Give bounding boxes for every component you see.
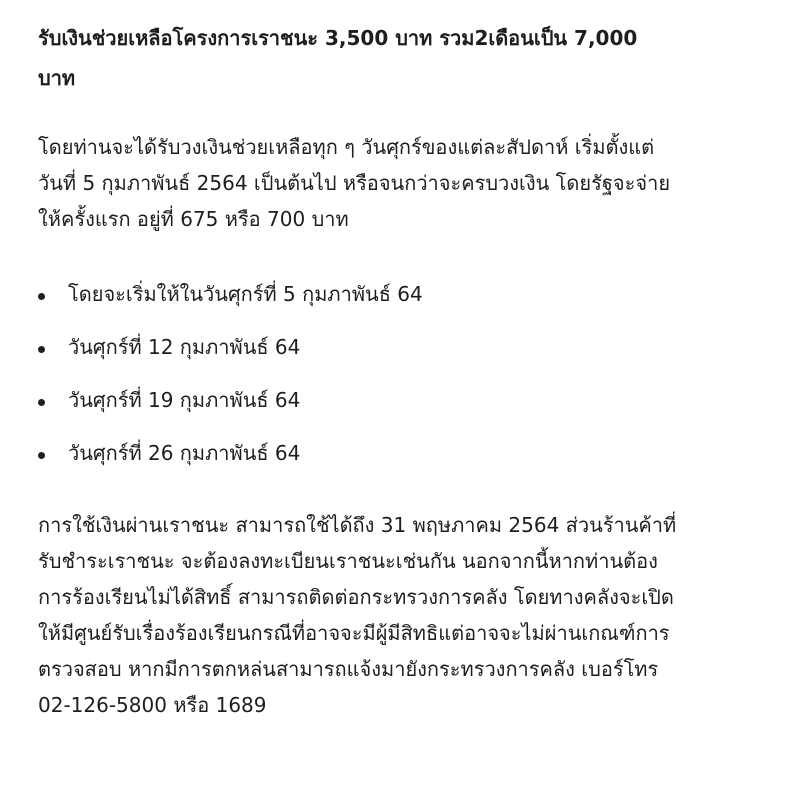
paragraph-line: การใช้เงินผ่านเราชนะ สามารถใช้ได้ถึง 31 พฤษภาคม 2564 ส่วนร้านค้าที่ — [38, 513, 677, 537]
list-item — [38, 268, 760, 321]
bullet-icon — [38, 452, 45, 459]
bullet-icon — [38, 346, 45, 353]
headline-line: บาท — [38, 66, 76, 90]
list-item — [38, 321, 760, 374]
paragraph-line: 02-126-5800 หรือ 1689 — [38, 693, 267, 717]
paragraph-line: วันที่ 5 กุมภาพันธ์ 2564 เป็นต้นไป หรือจนกว่าจะครบวงเงิน โดยรัฐจะจ่าย — [38, 171, 671, 195]
list-item-text: วันศุกร์ที่ 26 กุมภาพันธ์ 64 — [68, 441, 301, 465]
list-item-text: วันศุกร์ที่ 12 กุมภาพันธ์ 64 — [68, 335, 301, 359]
paragraph-line: การร้องเรียนไม่ได้สิทธิ์ สามารถติดต่อกระทรวงการคลัง โดยทางคลังจะเปิด — [38, 585, 674, 609]
bullet-icon — [38, 399, 45, 406]
headline — [38, 0, 738, 98]
list-item — [38, 374, 760, 427]
paragraph-line: ให้มีศูนย์รับเรื่องร้องเรียนกรณีที่อาจจะมีผู้มีสิทธิแต่อาจจะไม่ผ่านเกณฑ์การ — [38, 621, 670, 645]
payment-dates-list — [38, 268, 760, 480]
headline-line: รับเงินช่วยเหลือโครงการเราชนะ 3,500 บาท รวม2เดือนเป็น 7,000 — [38, 26, 638, 50]
paragraph-line: ตรวจสอบ หากมีการตกหล่นสามารถแจ้งมายังกระทรวงการคลัง เบอร์โทร — [38, 657, 659, 681]
bullet-icon — [38, 293, 45, 300]
list-item — [38, 427, 760, 480]
intro-paragraph — [38, 129, 753, 237]
paragraph-line: โดยท่านจะได้รับวงเงินช่วยเหลือทุก ๆ วันศุกร์ของแต่ละสัปดาห์ เริ่มตั้งแต่ — [38, 135, 655, 159]
list-item-text: วันศุกร์ที่ 19 กุมภาพันธ์ 64 — [68, 388, 301, 412]
paragraph-line: รับชำระเราชนะ จะต้องลงทะเบียนเราชนะเช่นกัน นอกจากนี้หากท่านต้อง — [38, 549, 658, 573]
paragraph-line: ให้ครั้งแรก อยู่ที่ 675 หรือ 700 บาท — [38, 207, 349, 231]
usage-paragraph — [38, 507, 753, 723]
list-item-text: โดยจะเริ่มให้ในวันศุกร์ที่ 5 กุมภาพันธ์ 64 — [68, 282, 423, 306]
